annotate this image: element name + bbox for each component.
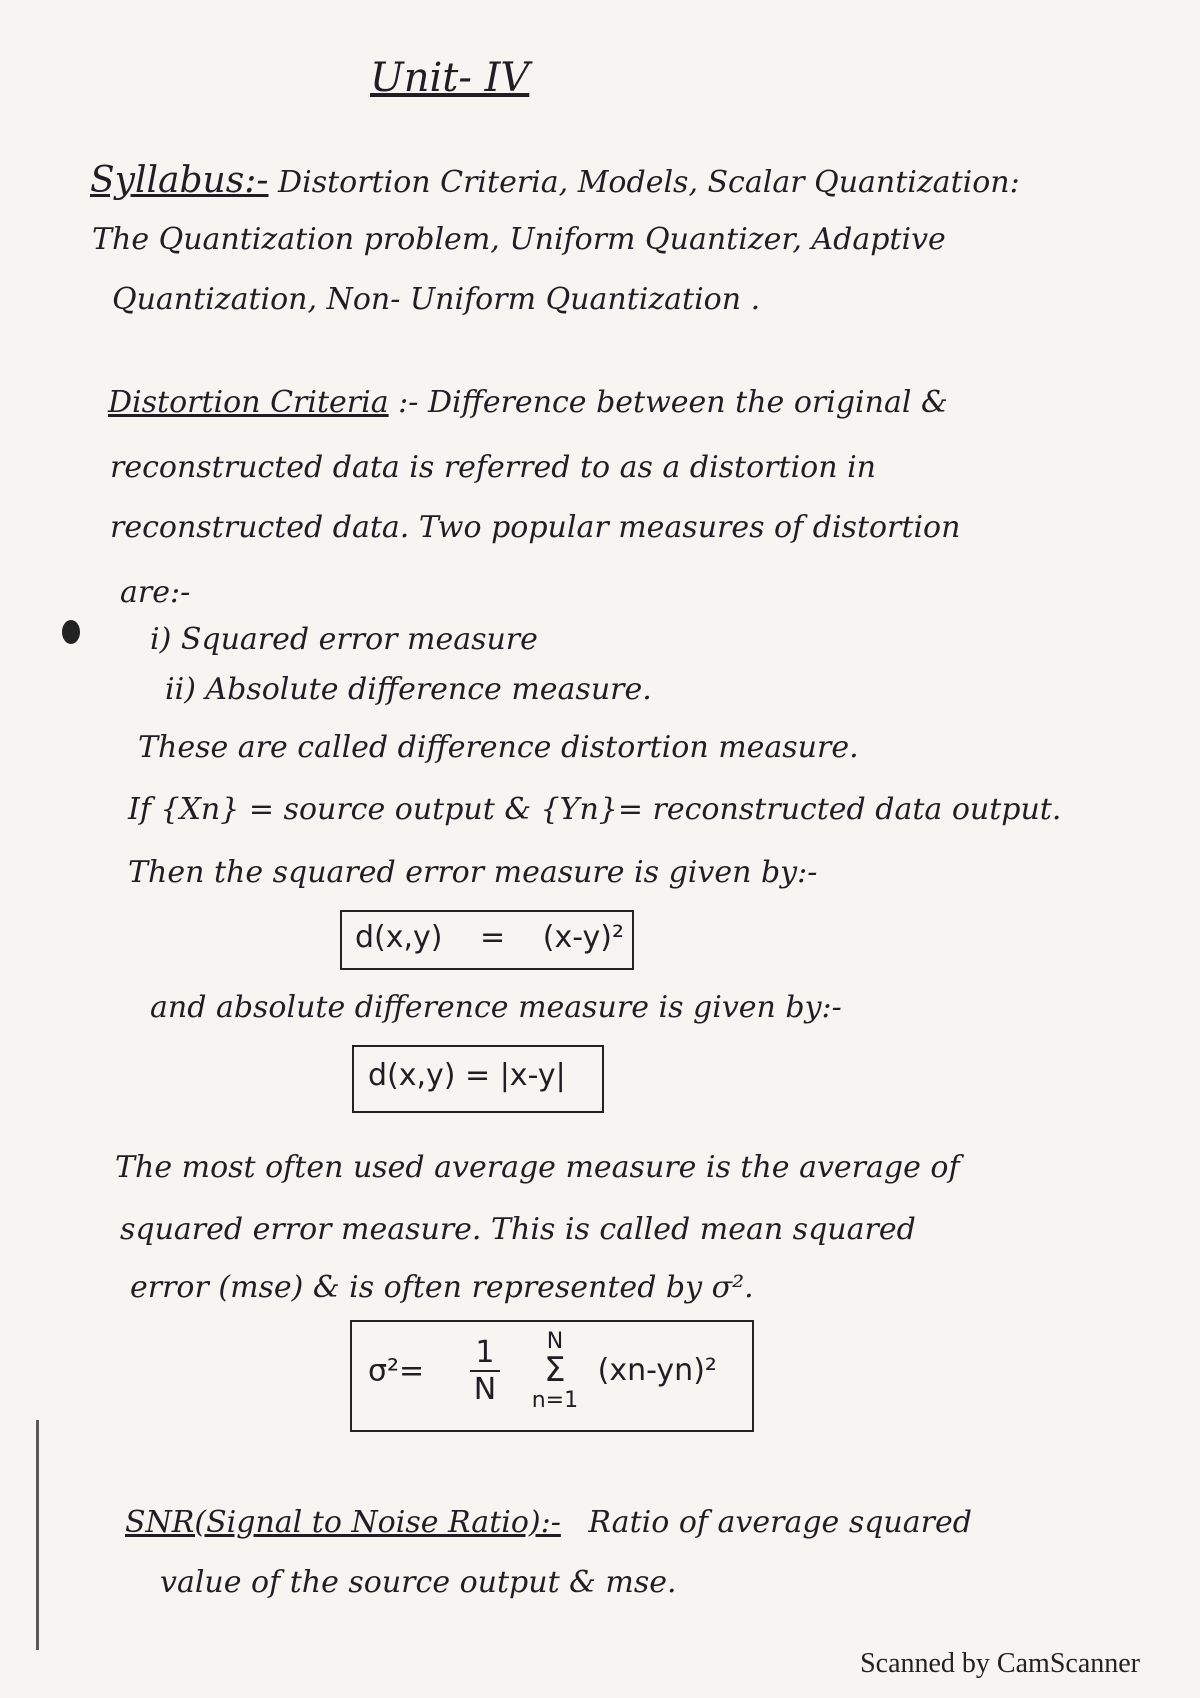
mse-denominator: N bbox=[473, 1371, 497, 1407]
distortion-line-8: and absolute difference measure is given by:- bbox=[150, 990, 842, 1025]
formula-absolute-difference: d(x,y) = |x-y| bbox=[368, 1058, 566, 1093]
distortion-text-1: Difference between the original & bbox=[427, 385, 948, 420]
distortion-line-5: These are called difference distortion measure. bbox=[138, 730, 859, 765]
scanner-watermark: Scanned by CamScanner bbox=[860, 1648, 1140, 1679]
mse-lhs: σ²= bbox=[368, 1353, 425, 1389]
mse-line-3: error (mse) & is often represented by σ². bbox=[130, 1270, 754, 1305]
distortion-line-3: reconstructed data. Two popular measures of distortion bbox=[110, 510, 961, 545]
page-edge-line bbox=[36, 1420, 39, 1650]
mse-numerator: 1 bbox=[470, 1335, 500, 1372]
syllabus-line-1 bbox=[90, 160, 1020, 201]
syllabus-text-1: Distortion Criteria, Models, Scalar Quantization: bbox=[278, 165, 1020, 200]
distortion-line-7: Then the squared error measure is given by:- bbox=[128, 855, 818, 890]
snr-text-1: Ratio of average squared bbox=[588, 1505, 972, 1540]
distortion-line-6: If {Xn} = source output & {Yn}= reconstructed data output. bbox=[128, 792, 1062, 827]
distortion-line-2: reconstructed data is referred to as a distortion in bbox=[110, 450, 876, 485]
snr-line-2: value of the source output & mse. bbox=[160, 1565, 677, 1600]
mse-sum-symbol: Σ bbox=[544, 1350, 566, 1391]
syllabus-line-3: Quantization, Non- Uniform Quantization . bbox=[112, 282, 761, 317]
distortion-label: Distortion Criteria bbox=[108, 385, 389, 420]
distortion-line-1 bbox=[108, 385, 948, 420]
snr-line-1 bbox=[125, 1505, 972, 1540]
margin-dot bbox=[62, 620, 80, 644]
mse-sum-upper: N bbox=[546, 1329, 564, 1354]
mse-line-1: The most often used average measure is the average of bbox=[115, 1150, 960, 1185]
formula1-eq: = bbox=[480, 920, 506, 955]
formula-mse bbox=[368, 1330, 717, 1412]
page-title: Unit- IV bbox=[370, 55, 530, 101]
formula-squared-error bbox=[355, 920, 624, 955]
mse-line-2: squared error measure. This is called mean squared bbox=[120, 1212, 916, 1247]
distortion-item-2: ii) Absolute difference measure. bbox=[165, 672, 652, 707]
mse-fraction bbox=[470, 1335, 500, 1407]
syllabus-label: Syllabus:- bbox=[90, 160, 269, 201]
mse-term: (xn-yn)² bbox=[597, 1353, 717, 1389]
formula1-lhs: d(x,y) bbox=[355, 920, 443, 955]
snr-label: SNR(Signal to Noise Ratio):- bbox=[125, 1505, 561, 1540]
formula1-rhs: (x-y)² bbox=[542, 920, 624, 955]
mse-sum-lower: n=1 bbox=[531, 1387, 579, 1413]
distortion-label-suffix: :- bbox=[398, 385, 419, 420]
distortion-item-1: i) Squared error measure bbox=[150, 622, 538, 657]
mse-summation bbox=[532, 1330, 578, 1412]
syllabus-line-2: The Quantization problem, Uniform Quantizer, Adaptive bbox=[92, 222, 946, 257]
distortion-line-4: are:- bbox=[120, 575, 191, 610]
